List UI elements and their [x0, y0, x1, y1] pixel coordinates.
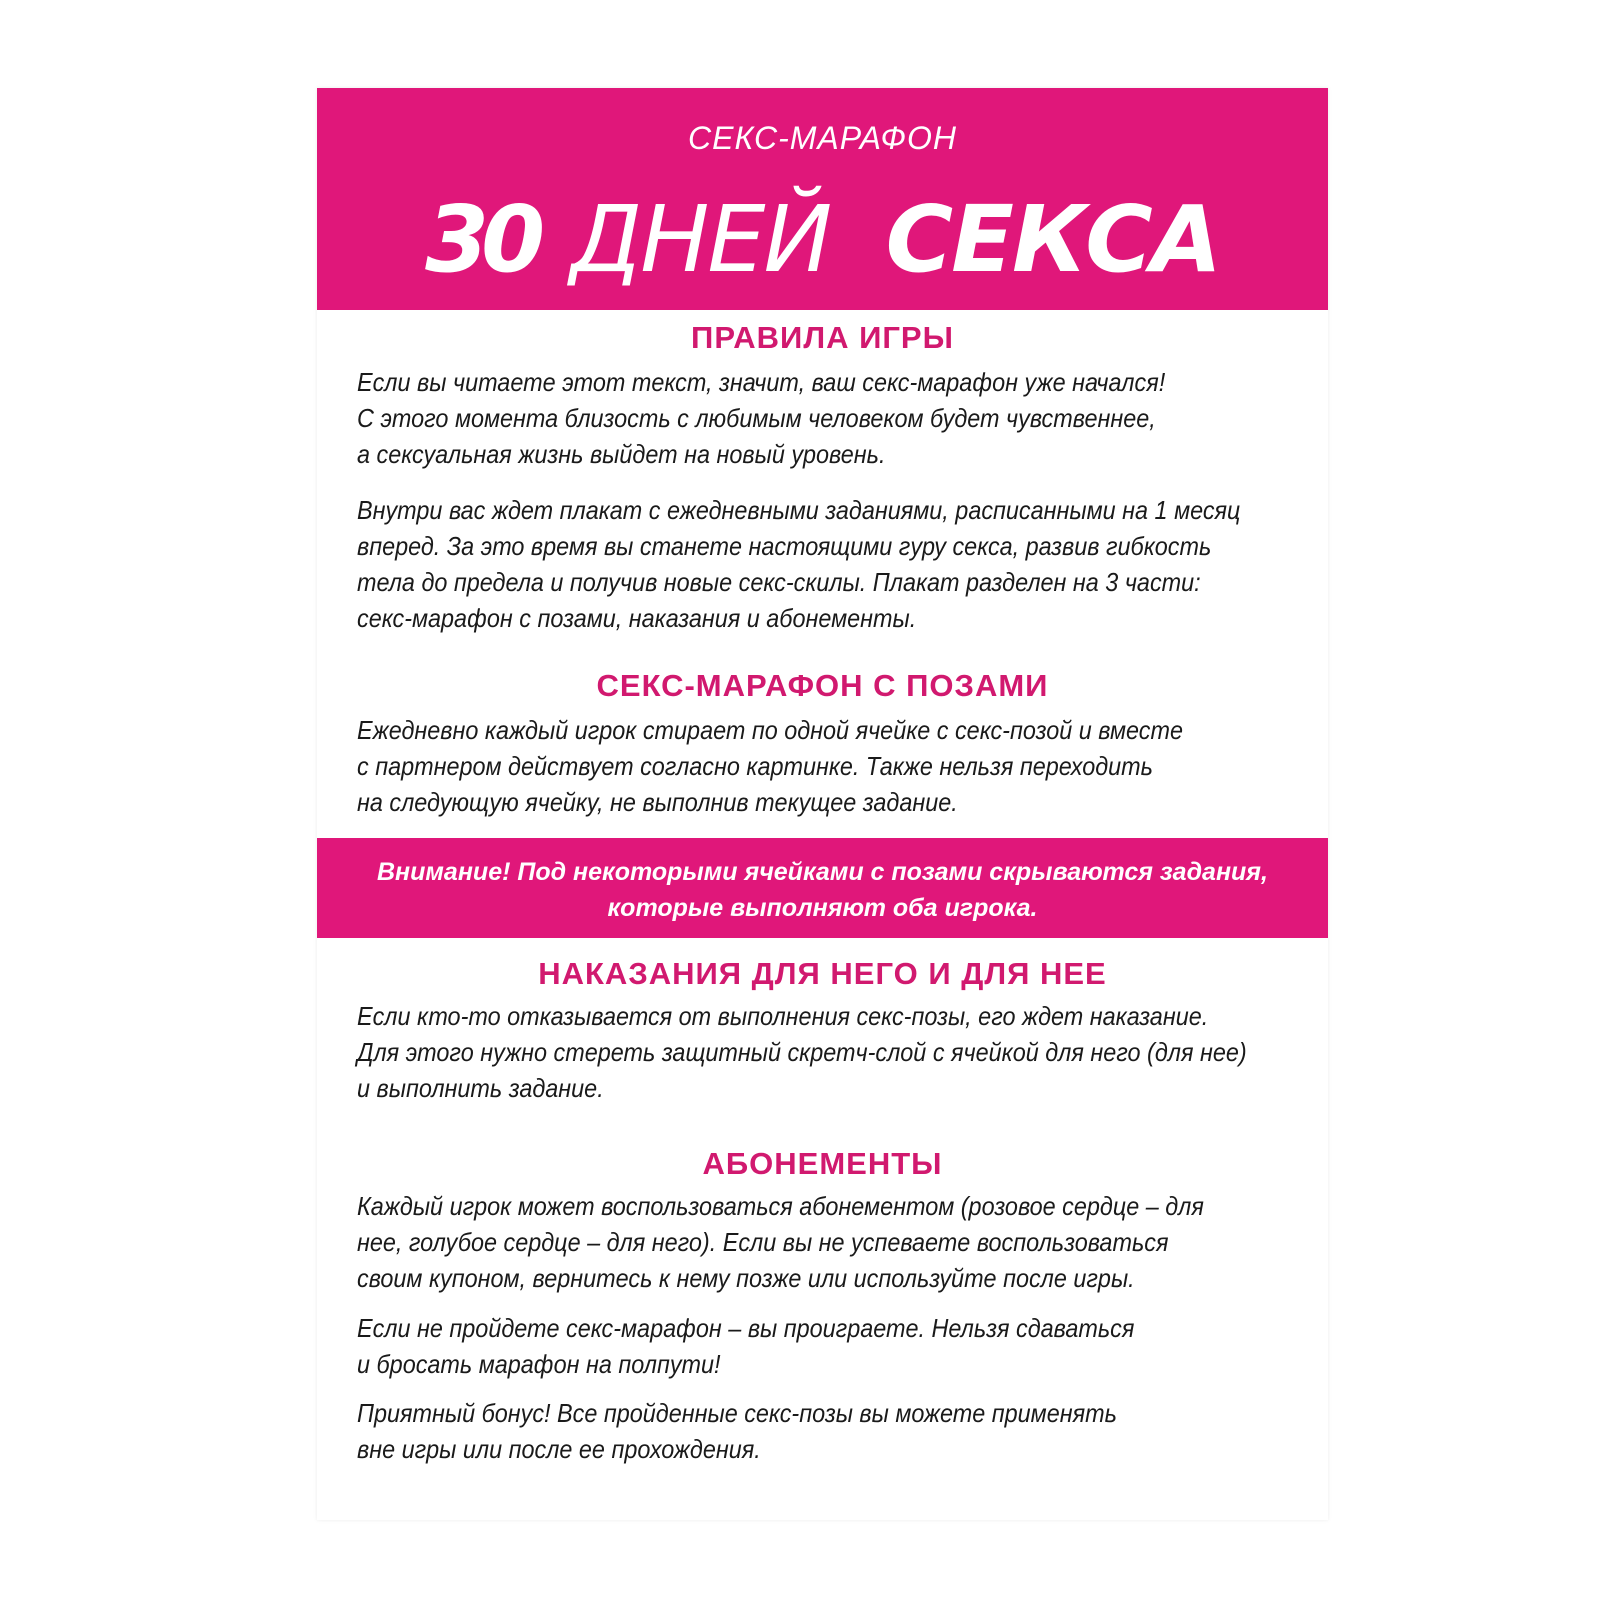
section-heading-rules: ПРАВИЛА ИГРЫ	[691, 320, 954, 355]
title-number: 30	[425, 186, 538, 293]
main-title	[317, 186, 1328, 293]
section-heading-punishments: НАКАЗАНИЯ ДЛЯ НЕГО И ДЛЯ НЕЕ	[538, 956, 1107, 991]
kicker-text: СЕКС-МАРАФОН	[688, 120, 957, 156]
rules-card	[317, 88, 1328, 1520]
title-end: СЕКСА	[885, 186, 1220, 293]
punishments-paragraph: Если кто-то отказывается от выполнения секс-позы, его ждет наказание. Для этого нужно стереть защитный скретч-слой с ячейкой для него (для нее) и выполнить задание.	[357, 1001, 1247, 1103]
subscriptions-paragraph-1: Каждый игрок может воспользоваться абонементом (розовое сердце – для нее, голубое сердце – для него). Если вы не успеваете воспользоваться своим купоном, вернитесь к нему позже или используйте после игры.	[357, 1191, 1204, 1293]
subscriptions-paragraph-2: Если не пройдете секс-марафон – вы проиграете. Нельзя сдаваться и бросать марафон на полпути!	[357, 1313, 1135, 1379]
subscriptions-paragraph-3: Приятный бонус! Все пройденные секс-позы вы можете применять вне игры или после ее прохождения.	[357, 1398, 1117, 1464]
title-middle: ДНЕЙ	[570, 186, 831, 293]
section-heading-marathon: СЕКС-МАРАФОН С ПОЗАМИ	[596, 668, 1049, 703]
notice-text: Внимание! Под некоторыми ячейками с позами скрываются задания, которые выполняют оба игрока.	[377, 858, 1268, 922]
marathon-paragraph: Ежедневно каждый игрок стирает по одной ячейке с секс-позой и вместе с партнером действует согласно картинке. Также нельзя переходить на следующую ячейку, не выполнив текущее задание.	[357, 715, 1183, 817]
rules-paragraph-1: Если вы читаете этот текст, значит, ваш секс-марафон уже начался! С этого момента близость с любимым человеком будет чувственнее, а сексуальная жизнь выйдет на новый уровень.	[357, 367, 1166, 469]
title-banner	[317, 88, 1328, 310]
section-heading-subscriptions: АБОНЕМЕНТЫ	[702, 1146, 943, 1181]
rules-paragraph-2: Внутри вас ждет плакат с ежедневными заданиями, расписанными на 1 месяц вперед. За это время вы станете настоящими гуру секса, развив гибкость тела до предела и получив новые секс-скилы. Плакат разделен на 3 части: секс-марафон с позами, наказания и абонементы.	[357, 495, 1241, 633]
notice-banner	[317, 838, 1328, 938]
